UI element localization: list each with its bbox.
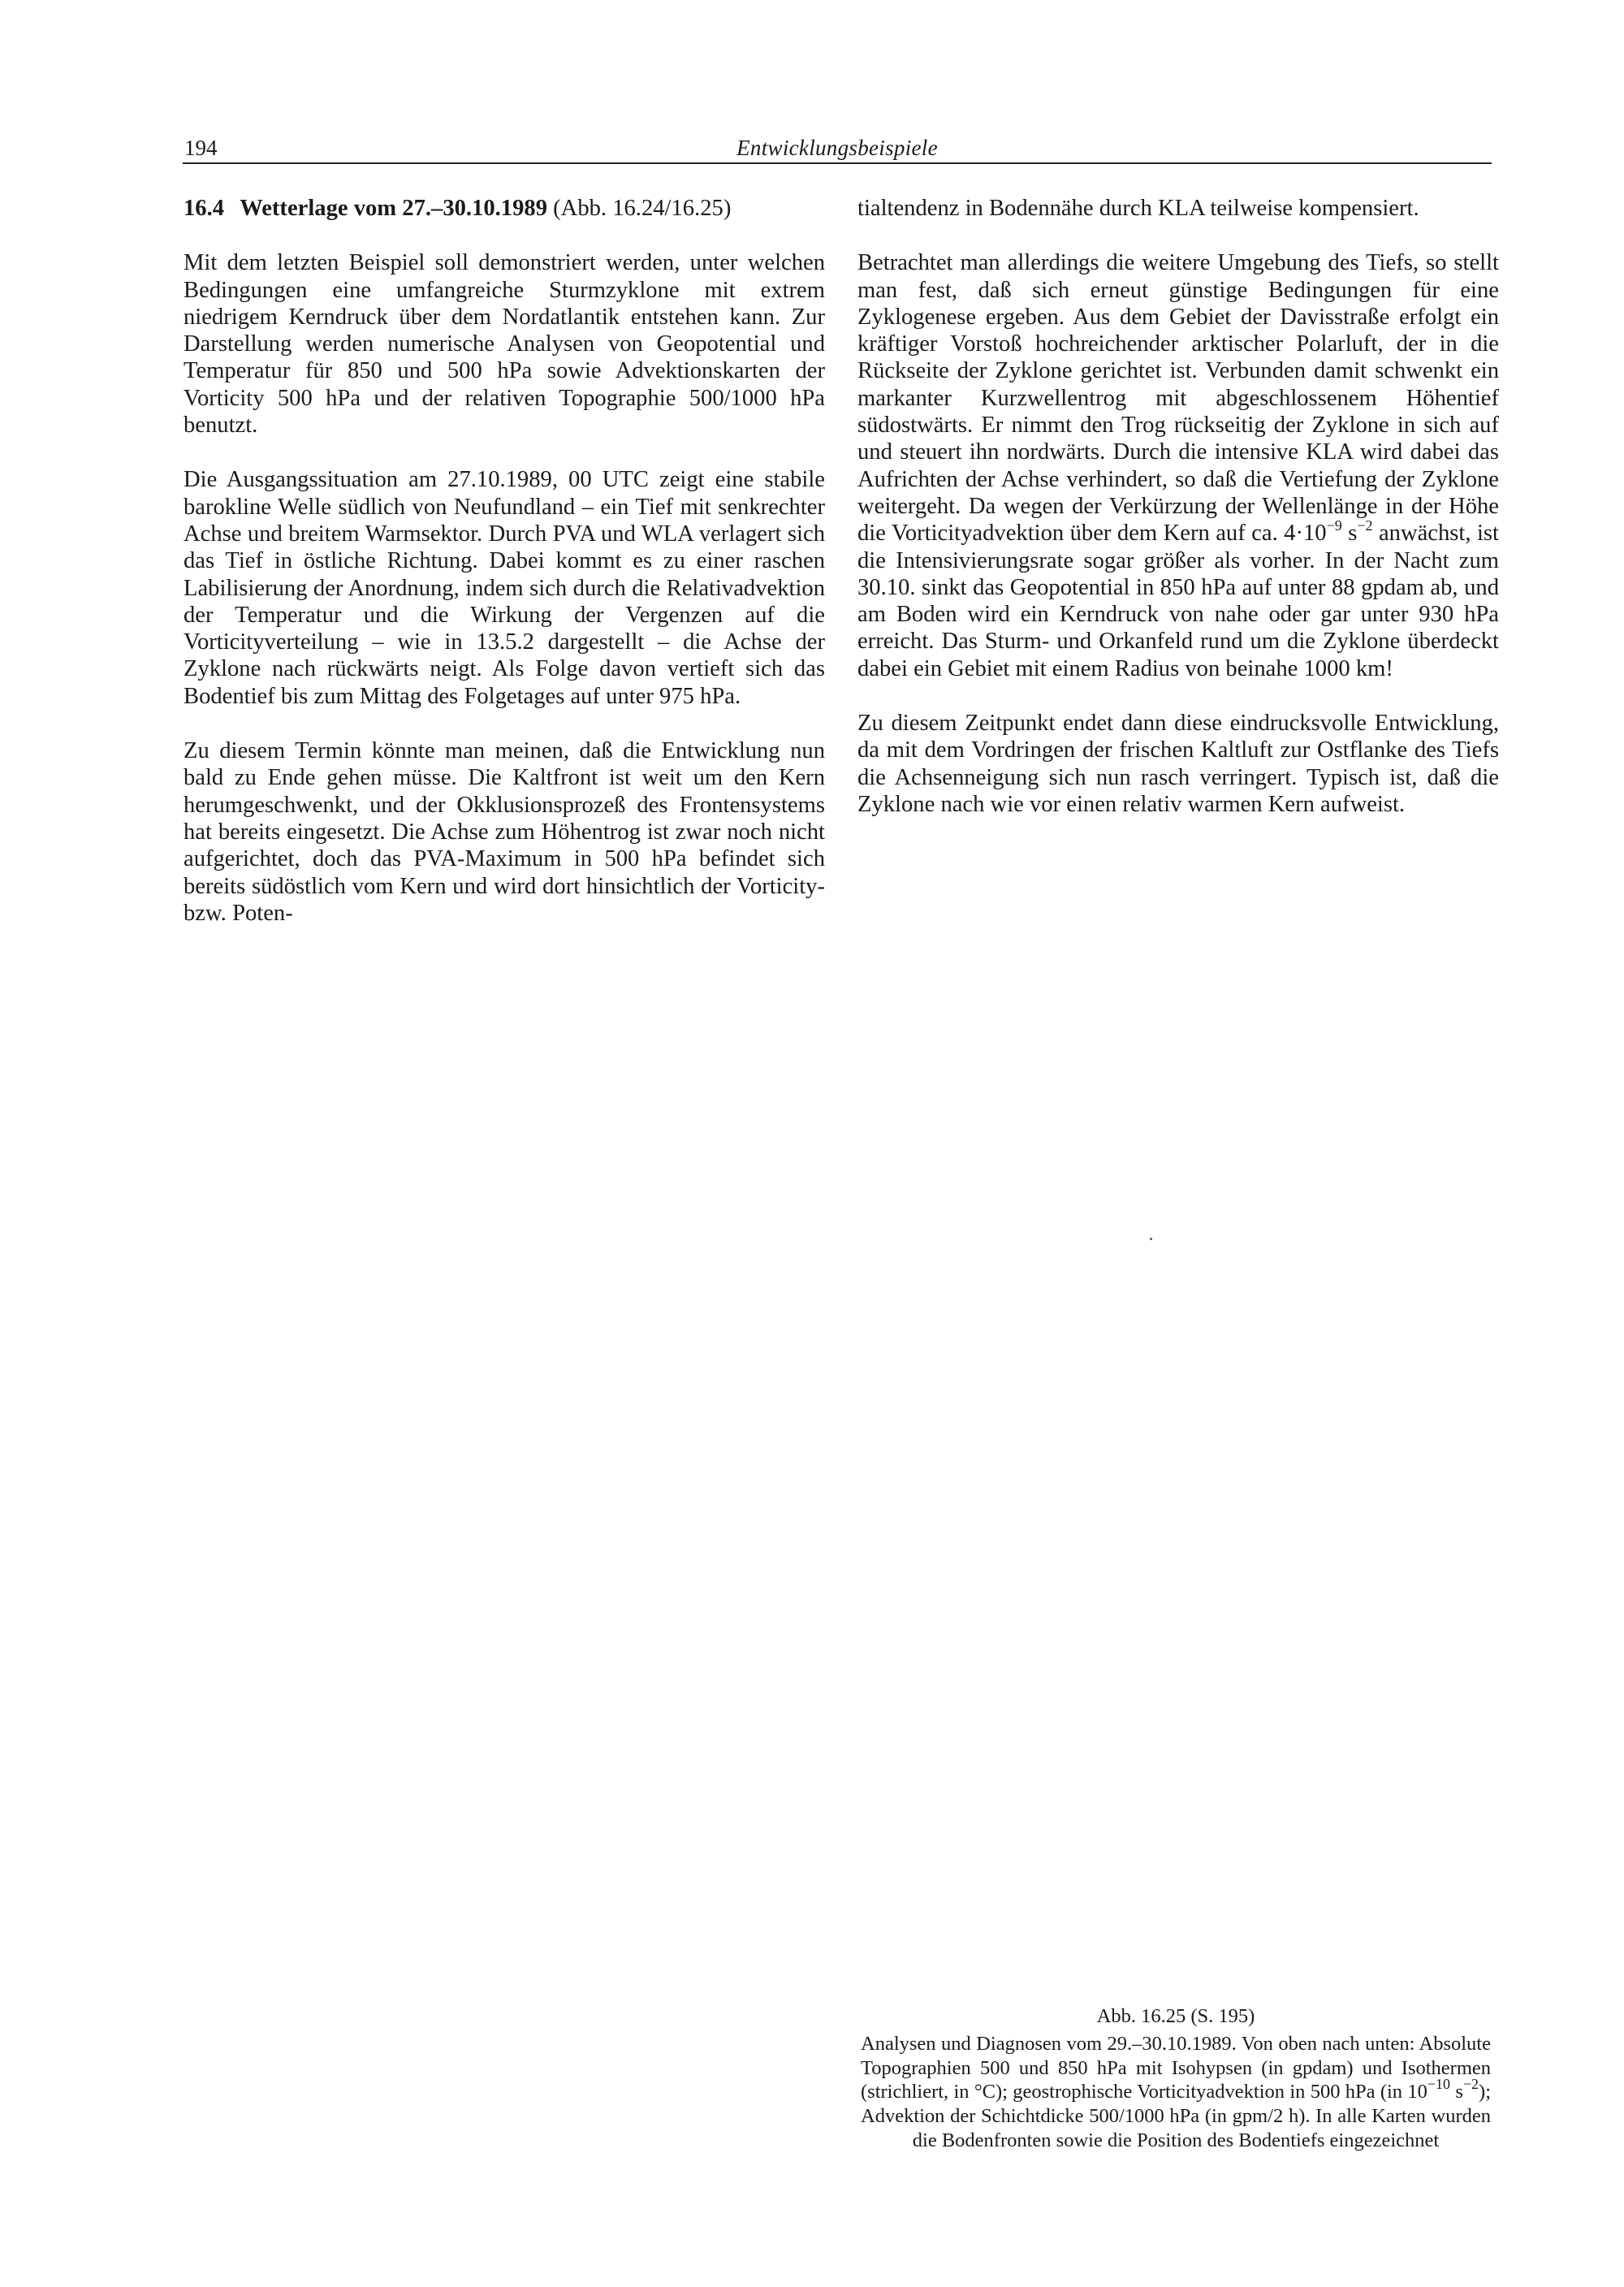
text-run: anwächst, ist die Intensivierungsrate sogar größer als vorher. In der Nacht zum 30.10. sinkt das Geopotential in 850 hPa auf unter 88 gpdam ab, und am Boden wird ein Kerndruck von nahe oder gar unter 930 hPa erreicht. Das Sturm- und Orkanfeld rund um die Zyklone überdeckt dabei ein Gebiet mit einem Radius von beinahe 1000 km! — [857, 521, 1499, 681]
section-title: Wetterlage vom 27.–30.10.1989 — [240, 196, 547, 221]
section-figure-reference: (Abb. 16.24/16.25) — [553, 196, 732, 221]
paragraph: Zu diesem Zeitpunkt endet dann diese eindrucksvolle Entwicklung, da mit dem Vordringen der frischen Kaltluft zur Ostflanke des Tiefs die Achsenneigung sich nun rasch verringert. Typisch ist, daß die Zyklone nach wie vor einen relativ warmen Kern aufweist. — [857, 711, 1499, 817]
running-header — [183, 135, 1492, 164]
section-number: 16.4 — [184, 196, 225, 221]
text-run: ); Advektion der Schichtdicke 500/1000 hPa (in gpm/2 h). In alle Karten wurden die Bodenfronten sowie die Position des Bodentiefs eingezeichnet — [861, 2081, 1491, 2151]
exponent: −9 — [1326, 517, 1342, 534]
page-number: 194 — [184, 136, 218, 160]
running-title: Entwicklungsbeispiele — [736, 136, 938, 160]
paragraph: Die Ausgangssituation am 27.10.1989, 00 UTC zeigt eine stabile barokline Welle südlich von Neufundland – ein Tief mit senkrechter Achse und breitem Warmsektor. Durch PVA und WLA verlagert sich das Tief in östliche Richtung. Dabei kommt es zu einer raschen Labilisierung der Anordnung, indem sich durch die Relativadvektion der Temperatur und die Wirkung der Vergenzen auf die Vorticityverteilung – wie in 13.5.2 dargestellt – die Achse der Zyklone nach rückwärts neigt. Als Folge davon vertieft sich das Bodentief bis zum Mittag des Folgetages auf unter 975 hPa. — [184, 467, 825, 709]
paragraph: Mit dem letzten Beispiel soll demonstriert werden, unter welchen Bedingungen eine umfangreiche Sturmzyklone mit extrem niedrigem Kerndruck über dem Nordatlantik entstehen kann. Zur Darstellung werden numerische Analysen von Geopotential und Temperatur für 850 und 500 hPa sowie Advektionskarten der Vorticity 500 hPa und der relativen Topographie 500/1000 hPa benutzt. — [184, 250, 825, 439]
text-run: s — [1450, 2081, 1463, 2103]
paragraph: Zu diesem Termin könnte man meinen, daß die Entwicklung nun bald zu Ende gehen müsse. Die Kaltfront ist weit um den Kern herumgeschwenkt, und der Okklusionsprozeß des Frontensystems hat bereits eingesetzt. Die Achse zum Höhentrog ist zwar noch nicht aufgerichtet, doch das PVA-Maximum in 500 hPa befindet sich bereits südöstlich vom Kern und wird dort hinsichtlich der Vorticity- bzw. Poten- — [184, 738, 825, 926]
text-run: Betrachtet man allerdings die weitere Umgebung des Tiefs, so stellt man fest, daß sich erneut günstige Bedingungen für eine Zyklogenese ergeben. Aus dem Gebiet der Davisstraße erfolgt ein kräftiger Vorstoß hochreichender arktischer Polarluft, der in die Rückseite der Zyklone gerichtet ist. Verbunden damit schwenkt ein markanter Kurzwellentrog mit abgeschlossenem Höhentief südostwärts. Er nimmt den Trog rückseitig der Zyklone in sich auf und steuert ihn nordwärts. Durch die intensive KLA wird dabei das Aufrichten der Achse verhindert, so daß die Vertiefung der Zyklone weitergeht. Da wegen der Verkürzung der Wellenlänge in der Höhe die Vorticityadvektion über dem Kern auf ca. 4·10 — [857, 250, 1499, 547]
exponent: −2 — [1357, 517, 1373, 534]
exponent: −10 — [1427, 2076, 1451, 2093]
text-run: s — [1341, 521, 1358, 547]
caption-text — [861, 2032, 1491, 2153]
caption-title: Abb. 16.25 (S. 195) — [1096, 2005, 1255, 2027]
exponent: −2 — [1462, 2076, 1479, 2093]
figure-caption — [861, 2004, 1491, 2153]
scan-speck — [1150, 1238, 1152, 1240]
text-run: Analysen und Diagnosen vom 29.–30.10.1989. Von oben nach unten: Absolute Topographien 500 und 850 hPa mit Isohypsen (in gpdam) und Isothermen (strichliert, in °C); geostrophische Vorticityadvektion in 500 hPa (in 10 — [861, 2032, 1491, 2103]
section-heading — [184, 195, 825, 222]
left-column — [184, 195, 825, 954]
paragraph — [857, 249, 1499, 682]
right-column — [857, 195, 1499, 845]
paragraph-continued: tialtendenz in Bodennähe durch KLA teilweise kompensiert. — [857, 196, 1419, 221]
